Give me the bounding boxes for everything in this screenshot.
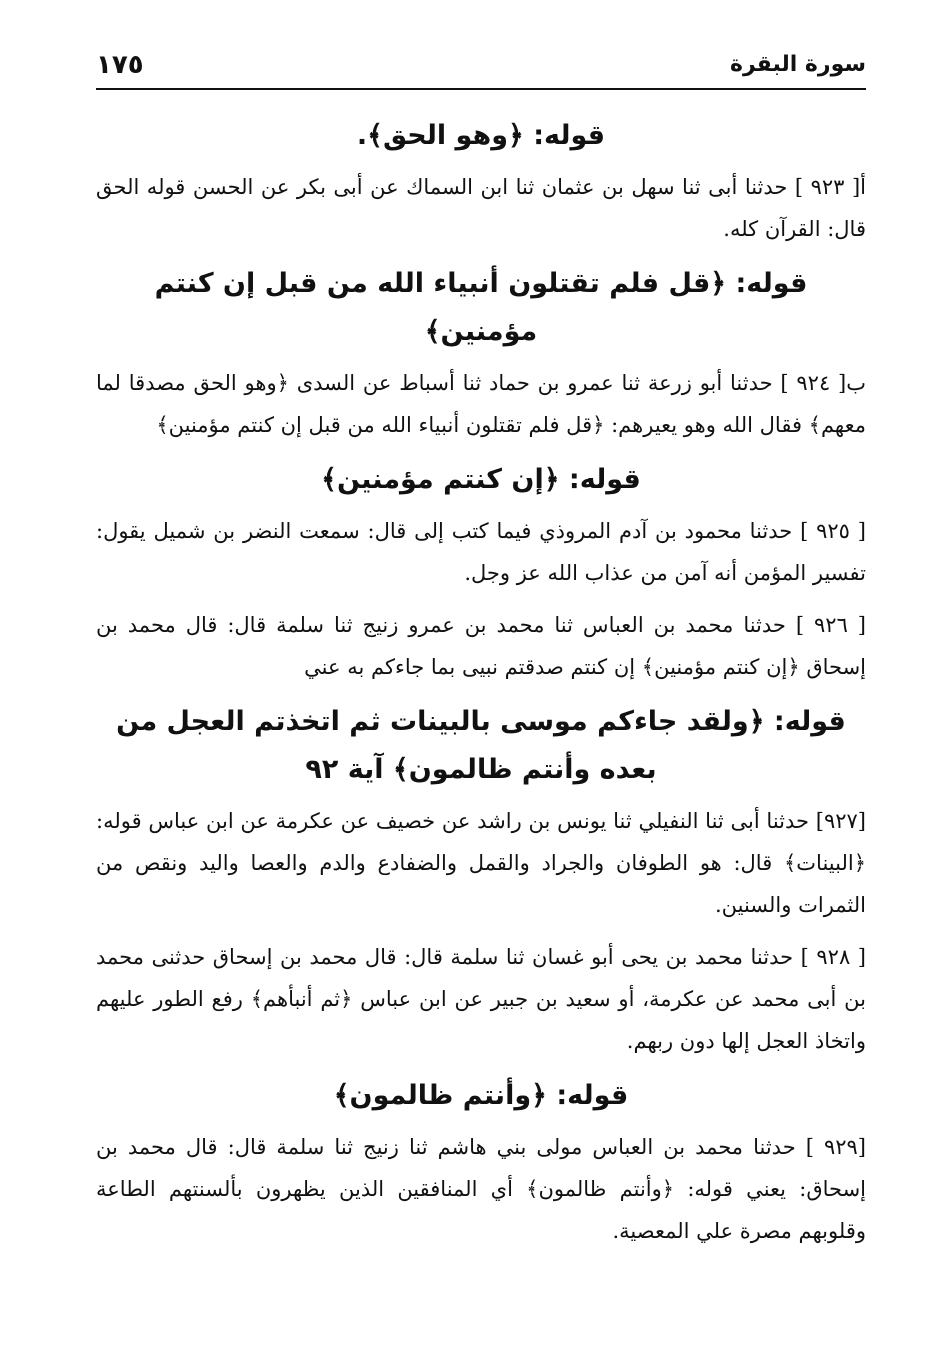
section-heading: قوله: ﴿وهو الحق﴾. (356, 120, 606, 151)
hadith-paragraph: [٩٢٩ ] حدثنا محمد بن العباس مولى بني هاشم ثنا زنيج ثنا سلمة قال: قال محمد بن إسحاق: يعني قوله: ﴿وأنتم ظالمون﴾ أي المنافقين الذين يظهرون بألسنتهم الطاعة وقلوبهم مصرة علي المعصية. (96, 1135, 866, 1243)
hadith-paragraph: [ ٩٢٦ ] حدثنا محمد بن العباس ثنا محمد بن عمرو زنيج ثنا سلمة قال: قال محمد بن إسحاق ﴿إن كنتم مؤمنين﴾ إن كنتم صدقتم نبيى بما جاءكم به عني (96, 613, 867, 679)
page-number: ١٧٥ (96, 50, 144, 80)
running-header (96, 38, 866, 90)
hadith-paragraph: أ[ ٩٢٣ ] حدثنا أبى ثنا سهل بن عثمان ثنا ابن السماك عن أبى بكر عن الحسن قوله الحق قال: القرآن كله. (96, 175, 866, 241)
hadith-paragraph: ب[ ٩٢٤ ] حدثنا أبو زرعة ثنا عمرو بن حماد ثنا أسباط عن السدى ﴿وهو الحق مصدقا لما معهم﴾ فقال الله وهو يعيرهم: ﴿قل فلم تقتلون أنبياء الله من قبل إن كنتم مؤمنين﴾ (96, 371, 867, 437)
hadith-paragraph: [٩٢٧] حدثنا أبى ثنا النفيلي ثنا يونس بن راشد عن خصيف عن عكرمة عن ابن عباس قوله: ﴿البينات﴾ قال: هو الطوفان والجراد والقمل والضفادع والدم والعصا واليد ونقص من الثمرات والسنين. (96, 809, 866, 917)
surah-title: سورة البقرة (729, 52, 866, 77)
section-heading: قوله: ﴿إن كنتم مؤمنين﴾ (321, 464, 641, 495)
section-heading: قوله: ﴿ولقد جاءكم موسى بالبينات ثم اتخذتم العجل من بعده وأنتم ظالمون﴾ آية ٩٢ (116, 706, 846, 785)
hadith-paragraph: [ ٩٢٥ ] حدثنا محمود بن آدم المروذي فيما كتب إلى قال: سمعت النضر بن شميل يقول: تفسير المؤمن أنه آمن من عذاب الله عز وجل. (96, 519, 867, 585)
hadith-paragraph: [ ٩٢٨ ] حدثنا محمد بن يحى أبو غسان ثنا سلمة قال: قال محمد بن إسحاق حدثنى محمد بن أبى محمد عن عكرمة، أو سعيد بن جبير عن ابن عباس ﴿ثم أنبأهم﴾ رفع الطور عليهم واتخاذ العجل إلها دون ربهم. (96, 945, 866, 1053)
book-page (96, 38, 866, 1262)
section-heading: قوله: ﴿قل فلم تقتلون أنبياء الله من قبل إن كنتم مؤمنين﴾ (154, 268, 808, 347)
section-heading: قوله: ﴿وأنتم ظالمون﴾ (333, 1080, 629, 1111)
